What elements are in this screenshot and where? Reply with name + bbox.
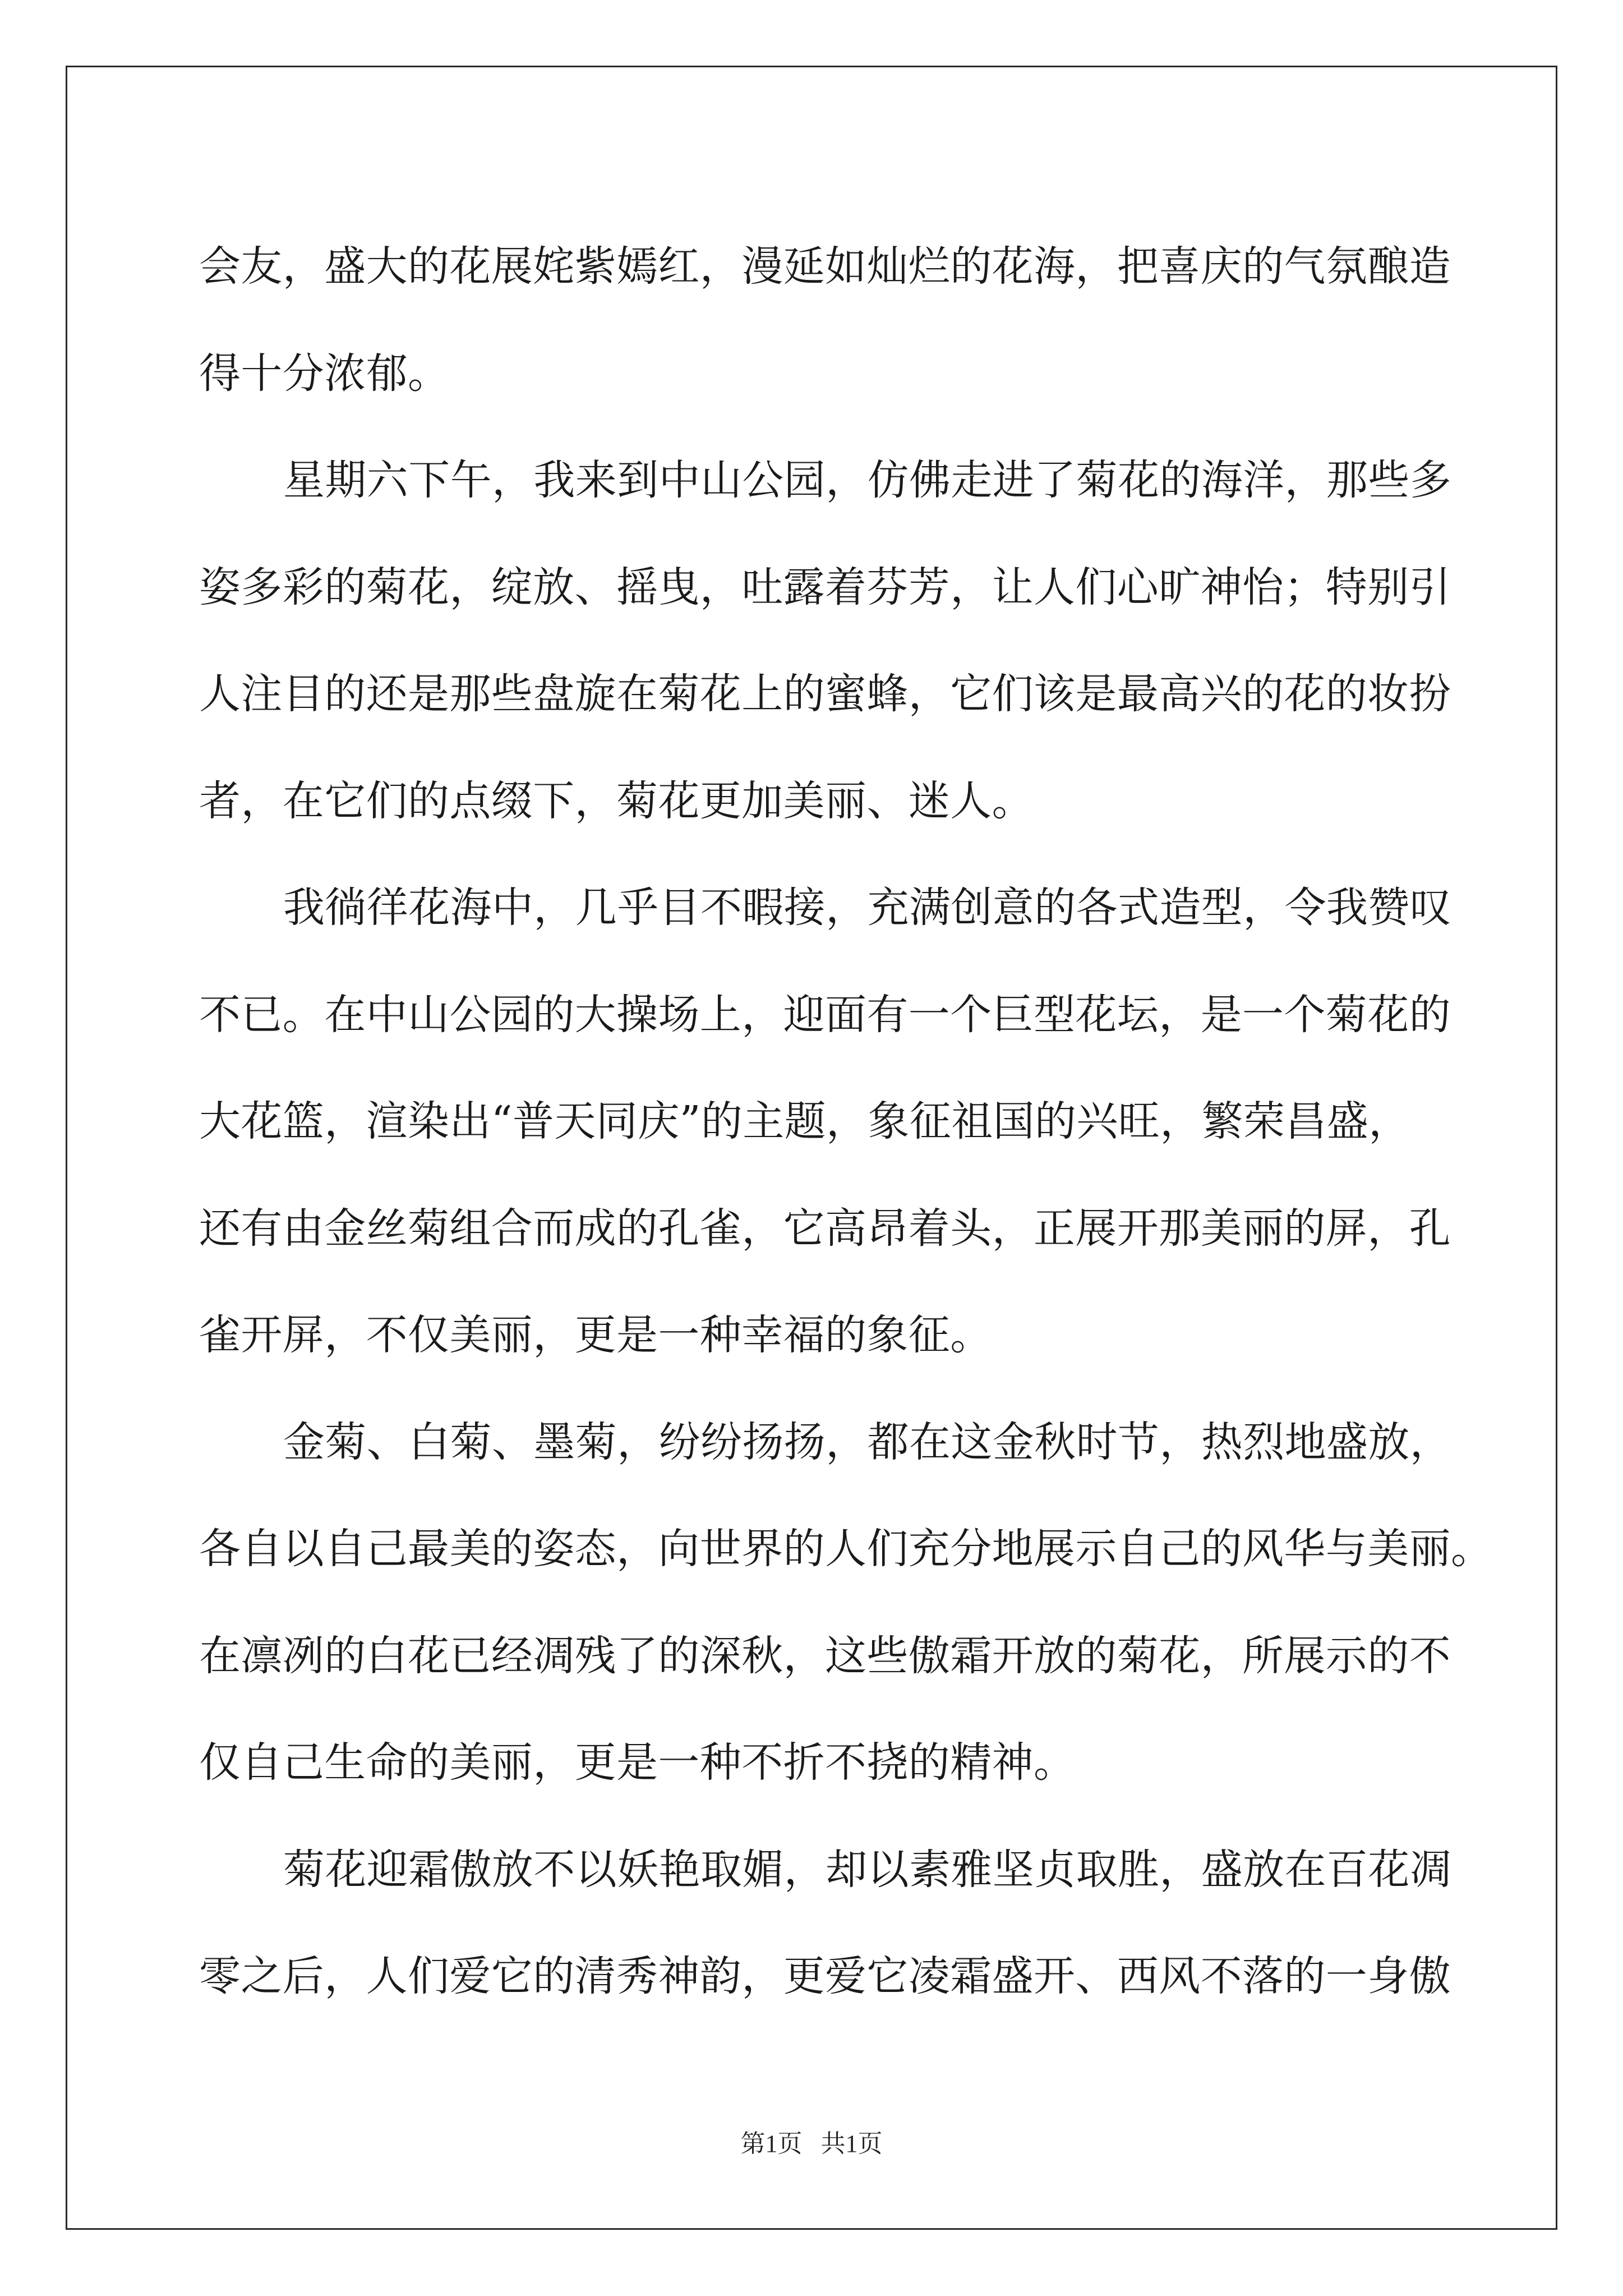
text-line-7: 我徜徉花海中，几乎目不暇接，充满创意的各式造型，令我赞叹 [283, 884, 1452, 932]
text-line-5: 人注目的还是那些盘旋在菊花上的蜜蜂，它们该是最高兴的花的妆扮 [199, 670, 1451, 718]
page-number: 第1页 [740, 2130, 803, 2157]
text-line-10: 还有由金丝菊组合而成的孔雀，它高昂着头，正展开那美丽的屏，孔 [199, 1204, 1451, 1253]
text-line-15: 仅自己生命的美丽，更是一种不折不挠的精神。 [199, 1738, 1076, 1787]
text-line-6: 者，在它们的点缀下，菊花更加美丽、迷人。 [199, 776, 1034, 825]
text-line-16: 菊花迎霜傲放不以妖艳取媚，却以素雅坚贞取胜，盛放在百花凋 [283, 1845, 1452, 1894]
text-line-11: 雀开屏，不仅美丽，更是一种幸福的象征。 [199, 1311, 992, 1359]
text-line-9: 大花篮，渲染出“普天同庆”的主题，象征祖国的兴旺，繁荣昌盛， [199, 1097, 1410, 1145]
text-line-3: 星期六下午，我来到中山公园，仿佛走进了菊花的海洋，那些多 [283, 456, 1452, 504]
text-line-4: 姿多彩的菊花，绽放、摇曳，吐露着芬芳，让人们心旷神怡；特别引 [199, 563, 1451, 611]
text-line-12: 金菊、白菊、墨菊，纷纷扬扬，都在这金秋时节，热烈地盛放， [283, 1418, 1452, 1466]
page-footer [0, 2123, 1623, 2159]
text-line-8: 不已。在中山公园的大操场上，迎面有一个巨型花坛，是一个菊花的 [199, 990, 1451, 1039]
text-line-2: 得十分浓郁。 [199, 349, 450, 398]
text-line-1: 会友，盛大的花展姹紫嫣红，漫延如灿烂的花海，把喜庆的气氛酿造 [199, 242, 1451, 291]
document-body [199, 213, 1493, 2030]
text-line-14: 在凛冽的白花已经凋残了的深秋，这些傲霜开放的菊花，所展示的不 [199, 1631, 1451, 1680]
text-line-13: 各自以自己最美的姿态，向世界的人们充分地展示自己的风华与美丽。 [199, 1525, 1493, 1573]
page-total: 共1页 [820, 2130, 883, 2157]
text-line-17: 零之后，人们爱它的清秀神韵，更爱它凌霜盛开、西风不落的一身傲 [199, 1952, 1451, 2000]
